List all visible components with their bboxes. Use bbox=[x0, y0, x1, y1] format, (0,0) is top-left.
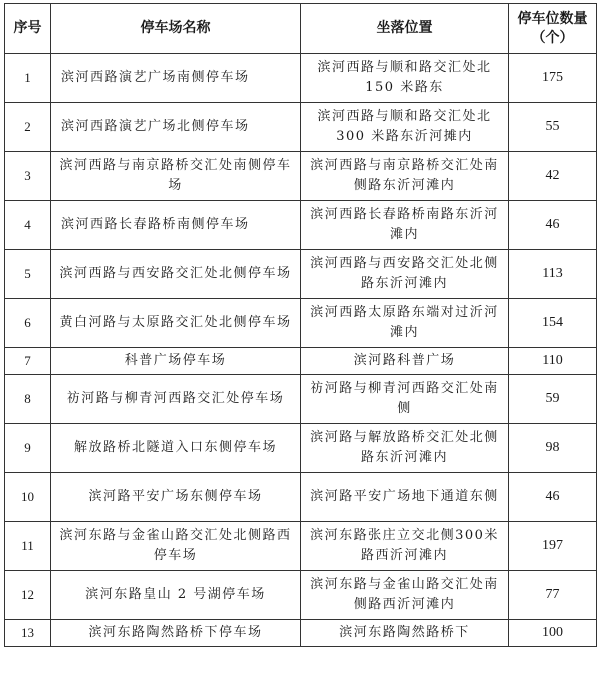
table-row bbox=[5, 103, 597, 152]
row-location: 滨河东路与金雀山路交汇处南侧路西沂河滩内 bbox=[301, 571, 509, 620]
row-location: 滨河西路与顺和路交汇处北 300 米路东沂河摊内 bbox=[301, 103, 509, 152]
table-row bbox=[5, 620, 597, 647]
row-index: 12 bbox=[5, 571, 51, 620]
table-row bbox=[5, 473, 597, 522]
table-row bbox=[5, 250, 597, 299]
header-name: 停车场名称 bbox=[51, 4, 301, 54]
row-name: 祊河路与柳青河西路交汇处停车场 bbox=[51, 375, 301, 424]
row-index: 8 bbox=[5, 375, 51, 424]
row-spaces: 100 bbox=[509, 620, 597, 647]
table-row bbox=[5, 152, 597, 201]
row-location: 滨河东路张庄立交北侧300米路西沂河滩内 bbox=[301, 522, 509, 571]
row-name: 滨河东路皇山 2 号湖停车场 bbox=[51, 571, 301, 620]
row-location: 滨河路科普广场 bbox=[301, 348, 509, 375]
row-spaces: 55 bbox=[509, 103, 597, 152]
row-location: 祊河路与柳青河西路交汇处南侧 bbox=[301, 375, 509, 424]
table-row bbox=[5, 571, 597, 620]
table-row bbox=[5, 522, 597, 571]
table-row bbox=[5, 54, 597, 103]
row-spaces: 110 bbox=[509, 348, 597, 375]
row-name: 滨河东路陶然路桥下停车场 bbox=[51, 620, 301, 647]
table-row bbox=[5, 375, 597, 424]
row-index: 13 bbox=[5, 620, 51, 647]
row-index: 4 bbox=[5, 201, 51, 250]
row-name: 科普广场停车场 bbox=[51, 348, 301, 375]
row-location: 滨河西路与南京路桥交汇处南侧路东沂河滩内 bbox=[301, 152, 509, 201]
row-index: 5 bbox=[5, 250, 51, 299]
table-row bbox=[5, 299, 597, 348]
row-name: 滨河路平安广场东侧停车场 bbox=[51, 473, 301, 522]
row-location: 滨河西路与顺和路交汇处北 150 米路东 bbox=[301, 54, 509, 103]
row-spaces: 59 bbox=[509, 375, 597, 424]
parking-lot-table bbox=[4, 3, 597, 647]
row-index: 2 bbox=[5, 103, 51, 152]
row-spaces: 113 bbox=[509, 250, 597, 299]
row-name: 滨河西路长春路桥南侧停车场 bbox=[51, 201, 301, 250]
row-spaces: 154 bbox=[509, 299, 597, 348]
row-location: 滨河西路太原路东端对过沂河滩内 bbox=[301, 299, 509, 348]
row-index: 9 bbox=[5, 424, 51, 473]
header-spaces: 停车位数量（个） bbox=[509, 4, 597, 54]
table-header-row bbox=[5, 4, 597, 54]
row-spaces: 197 bbox=[509, 522, 597, 571]
row-spaces: 98 bbox=[509, 424, 597, 473]
row-location: 滨河路平安广场地下通道东侧 bbox=[301, 473, 509, 522]
row-spaces: 46 bbox=[509, 473, 597, 522]
table-row bbox=[5, 424, 597, 473]
row-index: 3 bbox=[5, 152, 51, 201]
row-index: 7 bbox=[5, 348, 51, 375]
table-row bbox=[5, 348, 597, 375]
row-location: 滨河西路长春路桥南路东沂河滩内 bbox=[301, 201, 509, 250]
row-spaces: 46 bbox=[509, 201, 597, 250]
row-spaces: 77 bbox=[509, 571, 597, 620]
row-index: 10 bbox=[5, 473, 51, 522]
row-location: 滨河路与解放路桥交汇处北侧路东沂河滩内 bbox=[301, 424, 509, 473]
row-name: 滨河西路演艺广场北侧停车场 bbox=[51, 103, 301, 152]
table-row bbox=[5, 201, 597, 250]
header-index: 序号 bbox=[5, 4, 51, 54]
row-name: 黄白河路与太原路交汇处北侧停车场 bbox=[51, 299, 301, 348]
row-location: 滨河西路与西安路交汇处北侧路东沂河滩内 bbox=[301, 250, 509, 299]
row-index: 6 bbox=[5, 299, 51, 348]
row-name: 滨河西路演艺广场南侧停车场 bbox=[51, 54, 301, 103]
row-index: 11 bbox=[5, 522, 51, 571]
row-location: 滨河东路陶然路桥下 bbox=[301, 620, 509, 647]
row-name: 解放路桥北隧道入口东侧停车场 bbox=[51, 424, 301, 473]
row-name: 滨河西路与南京路桥交汇处南侧停车场 bbox=[51, 152, 301, 201]
row-spaces: 175 bbox=[509, 54, 597, 103]
row-index: 1 bbox=[5, 54, 51, 103]
row-spaces: 42 bbox=[509, 152, 597, 201]
header-location: 坐落位置 bbox=[301, 4, 509, 54]
row-name: 滨河东路与金雀山路交汇处北侧路西停车场 bbox=[51, 522, 301, 571]
row-name: 滨河西路与西安路交汇处北侧停车场 bbox=[51, 250, 301, 299]
